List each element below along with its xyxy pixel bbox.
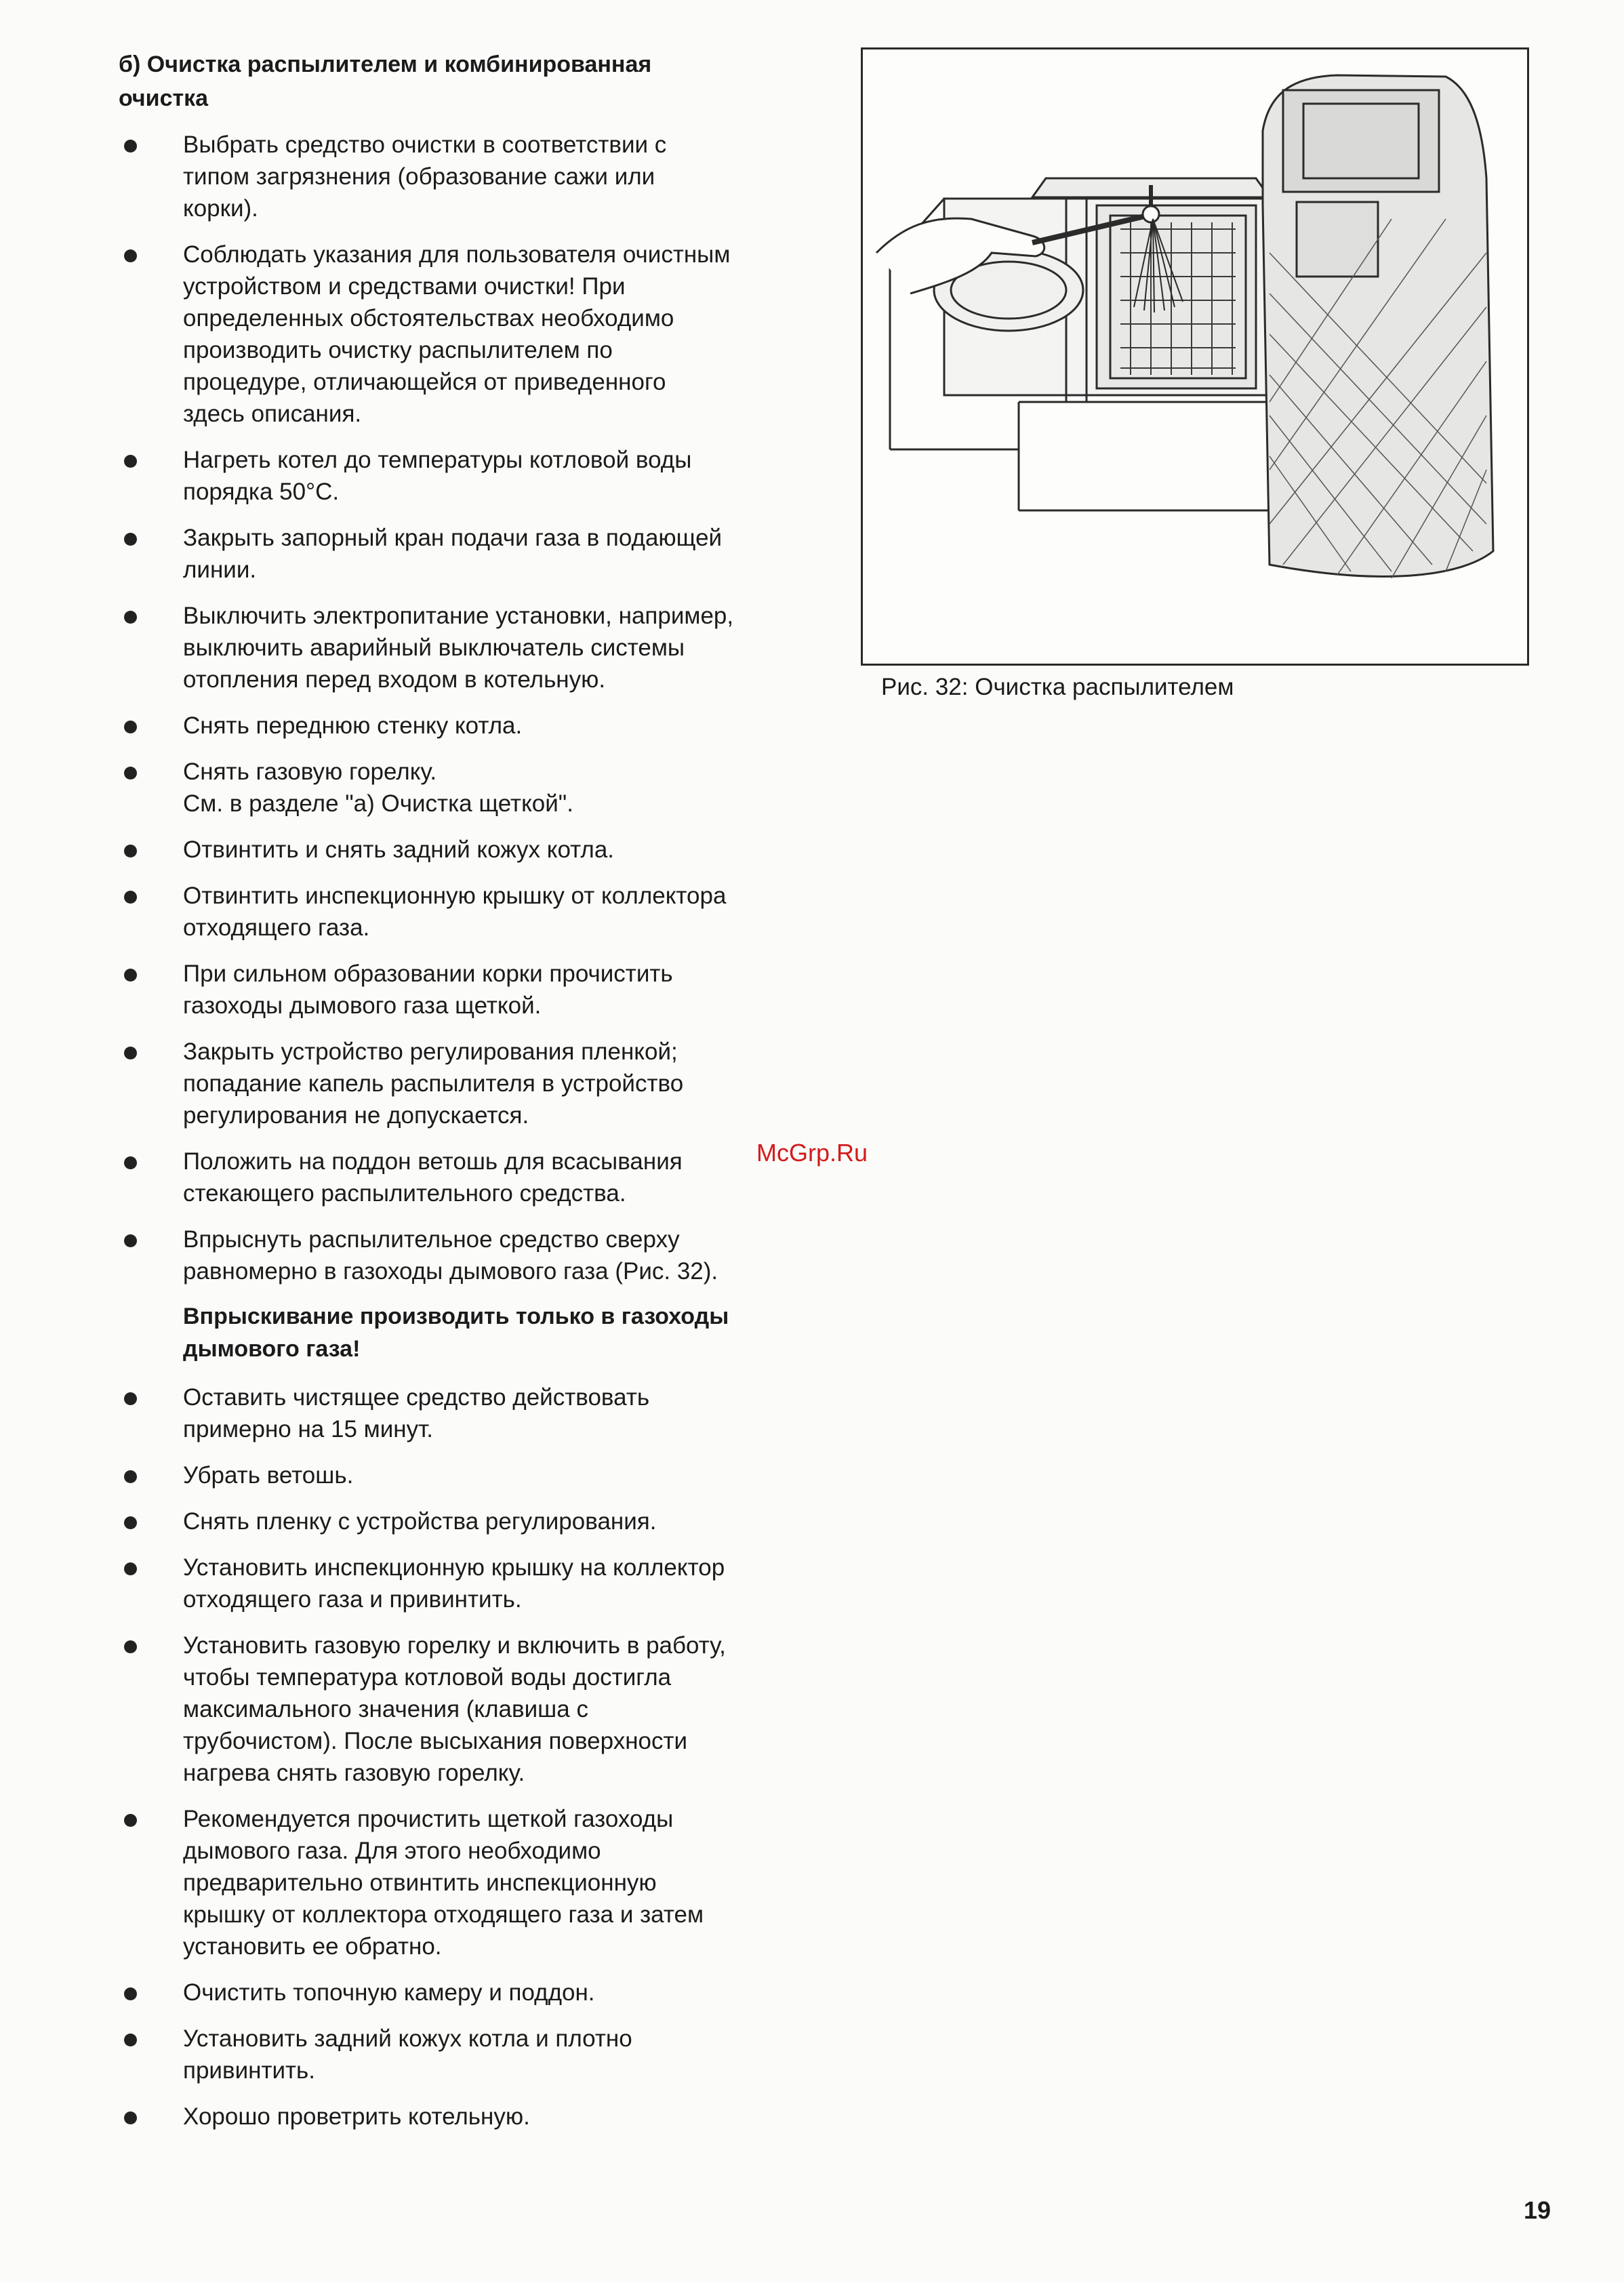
list-item-text: привинтить. [183, 2057, 316, 2084]
bullet-icon [124, 1562, 137, 1575]
list-item-text: предварительно отвинтить инспекционную [183, 1870, 657, 1896]
instruction-list [119, 129, 824, 2147]
bullet-icon [124, 611, 137, 624]
list-item-text: Снять газовую горелку. [183, 759, 437, 785]
list-item-text: трубочистом). После высыхания поверхности [183, 1728, 688, 1754]
list-item-text: Выключить электропитание установки, например, [183, 603, 734, 629]
list-item-text: газоходы дымового газа щеткой. [183, 992, 542, 1019]
list-item-text: Впрыснуть распылительное средство сверху [183, 1226, 680, 1253]
list-item-text: Закрыть устройство регулирования пленкой; [183, 1038, 678, 1065]
list-item-text: типом загрязнения (образование сажи или [183, 163, 655, 190]
list-item [119, 756, 824, 820]
list-item-text: Оставить чистящее средство действовать [183, 1384, 650, 1411]
bullet-icon [124, 249, 137, 262]
bullet-icon [124, 2034, 137, 2046]
list-item-text: Нагреть котел до температуры котловой воды [183, 447, 692, 473]
bullet-icon [124, 455, 137, 468]
list-item-text: чтобы температура котловой воды достигла [183, 1664, 672, 1691]
list-item [119, 1506, 824, 1537]
bullet-icon [124, 2112, 137, 2124]
list-item-text: Снять пленку с устройства регулирования. [183, 1508, 657, 1535]
list-item [119, 1146, 824, 1209]
list-item [119, 2101, 824, 2133]
list-item-text: максимального значения (клавиша с [183, 1696, 588, 1722]
list-item-text: При сильном образовании корки прочистить [183, 961, 673, 987]
bullet-icon [124, 721, 137, 733]
list-item-text: примерно на 15 минут. [183, 1416, 433, 1442]
list-item [119, 1552, 824, 1615]
list-item [119, 880, 824, 944]
warning-note [119, 1300, 824, 1365]
bullet-icon [124, 1234, 137, 1247]
list-item-text: порядка 50°С. [183, 479, 340, 505]
list-item-text: крышку от коллектора отходящего газа и затем [183, 1901, 704, 1928]
bullet-icon [124, 140, 137, 153]
list-item [119, 1224, 824, 1287]
bullet-icon [124, 845, 137, 857]
bullet-icon [124, 1640, 137, 1653]
list-item-text: линии. [183, 557, 257, 583]
list-item [119, 1459, 824, 1491]
list-item-text: Соблюдать указания для пользователя очистным [183, 241, 731, 268]
figure-caption: Рис. 32: Очистка распылителем [881, 674, 1234, 700]
list-item-text: Убрать ветошь. [183, 1462, 354, 1489]
watermark: McGrp.Ru [756, 1139, 868, 1167]
bullet-icon [124, 1987, 137, 2000]
bullet-icon [124, 767, 137, 780]
list-item-text: Установить инспекционную крышку на коллектор [183, 1554, 725, 1581]
list-item-text: здесь описания. [183, 401, 362, 427]
list-item-text: Очистить топочную камеру и поддон. [183, 1979, 595, 2006]
bullet-icon [124, 891, 137, 904]
list-item-text: отходящего газа и привинтить. [183, 1586, 522, 1613]
list-item-text: процедуре, отличающейся от приведенного [183, 369, 666, 395]
bullet-icon [124, 1516, 137, 1529]
bullet-icon [124, 533, 137, 546]
list-item-text: установить ее обратно. [183, 1933, 442, 1960]
list-item [119, 1630, 824, 1789]
list-item [119, 129, 824, 224]
bullet-icon [124, 969, 137, 982]
section-heading-line-2: очистка [119, 85, 209, 111]
list-item-text: Закрыть запорный кран подачи газа в подающей [183, 525, 723, 551]
list-item-text: равномерно в газоходы дымового газа (Рис. 32). [183, 1258, 718, 1285]
warning-note-line: Впрыскивание производить только в газоходы [183, 1304, 729, 1329]
figure-32 [861, 47, 1529, 666]
section-heading [119, 47, 796, 115]
list-item-text: Отвинтить и снять задний кожух котла. [183, 836, 615, 863]
list-item-text: Снять переднюю стенку котла. [183, 712, 523, 739]
list-item [119, 600, 824, 695]
list-item-text: стекающего распылительного средства. [183, 1180, 626, 1207]
list-item [119, 1977, 824, 2008]
list-item-text: Положить на поддон ветошь для всасывания [183, 1148, 683, 1175]
list-item [119, 1803, 824, 1962]
list-item-text: нагрева снять газовую горелку. [183, 1760, 525, 1786]
bullet-icon [124, 1047, 137, 1059]
list-item-text: Рекомендуется прочистить щеткой газоходы [183, 1806, 674, 1832]
list-item [119, 444, 824, 508]
list-item-text: выключить аварийный выключатель системы [183, 634, 685, 661]
bullet-icon [124, 1814, 137, 1827]
list-item-text: отопления перед входом в котельную. [183, 666, 606, 693]
list-item-text: отходящего газа. [183, 914, 370, 941]
list-item-text: См. в разделе "а) Очистка щеткой". [183, 790, 573, 817]
list-item-text: попадание капель распылителя в устройство [183, 1070, 684, 1097]
warning-note-line: дымового газа! [183, 1336, 361, 1362]
list-item-text: Хорошо проветрить котельную. [183, 2103, 530, 2130]
list-item [119, 239, 824, 430]
list-item [119, 958, 824, 1022]
list-item-text: производить очистку распылителем по [183, 337, 613, 363]
page-number: 19 [1524, 2196, 1551, 2224]
list-item-text: определенных обстоятельствах необходимо [183, 305, 674, 331]
list-item-text: Отвинтить инспекционную крышку от коллектора [183, 883, 727, 909]
list-item-text: Установить газовую горелку и включить в работу, [183, 1632, 726, 1659]
list-item [119, 2023, 824, 2086]
list-item-text: регулирования не допускается. [183, 1102, 529, 1129]
spray-cleaning-illustration [863, 49, 1527, 664]
list-item-text: устройством и средствами очистки! При [183, 273, 626, 300]
list-item [119, 834, 824, 866]
list-item-text: Установить задний кожух котла и плотно [183, 2025, 632, 2052]
list-item [119, 1381, 824, 1445]
section-heading-line-1: б) Очистка распылителем и комбинированная [119, 52, 652, 77]
list-item-text: Выбрать средство очистки в соответствии с [183, 132, 667, 158]
list-item-text: дымового газа. Для этого необходимо [183, 1838, 601, 1864]
list-item [119, 1036, 824, 1131]
list-item [119, 710, 824, 742]
bullet-icon [124, 1392, 137, 1405]
bullet-icon [124, 1470, 137, 1483]
list-item [119, 522, 824, 586]
bullet-icon [124, 1156, 137, 1169]
list-item-text: корки). [183, 195, 258, 222]
